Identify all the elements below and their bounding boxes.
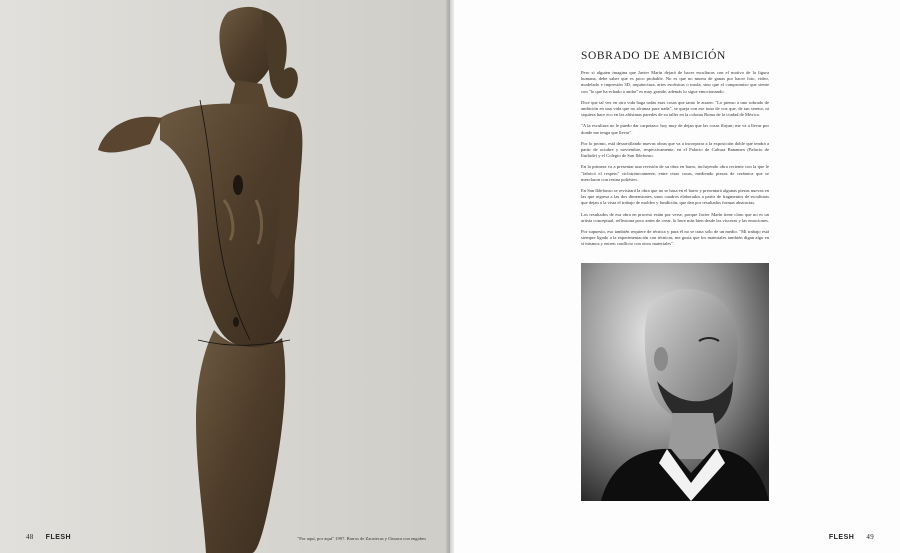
- right-folio: [829, 533, 874, 541]
- photo-caption: "Por aquí, por aquí" 1997. Barros de Zacatecas y Oaxaca con engobes: [297, 536, 426, 541]
- article-paragraph: En la primera va a presentar una revisión de su obra en barro, incluyendo obra reciente con la que le "fabricó el respeto" ciclotrónicamente, entre otras cosas, mediendo piezas de cerámica que se mezclaron con resina poliéster.: [581, 164, 769, 182]
- right-page: [450, 0, 900, 553]
- article-body: [581, 50, 769, 253]
- page-gutter: [446, 0, 454, 553]
- article-paragraph: Los resultados de esa obra en proceso están por verse, porque Javier Marín tiene claro que no es un artista conceptual, reflexiona poco antes de crear, lo hace más bien desde las vísceras y las emociones.: [581, 211, 769, 223]
- article-paragraph: En San Ildefonso se revisitará la obra que no se basa en el barro y presentará algunas piezas nuevas en las que regresa a las dos dimensiones, unos cuadros elaborados a partir de fragmentos de esculturas que dejan a la vista el trabajo de moldeo y fundición, que dan por resultados formas abstractas.: [581, 188, 769, 206]
- artist-portrait-photo: [581, 263, 769, 501]
- right-page-number: 49: [866, 533, 874, 541]
- article-headline: SOBRADO DE AMBICIÓN: [581, 50, 726, 62]
- left-page-number: 48: [26, 533, 34, 541]
- article-paragraph: Dice que tal vez en otra vida haga todas esas cosas que tanto le atraen: "Lo pienso a uno sobrado de ambición en una vida que no alcanza para nada", se queja con ese tono de voz que, de tan sereno, ni siquiera hace eco en las altísimas paredes de su taller en la colonia Roma de la ciudad de México.: [581, 99, 769, 118]
- left-folio: [26, 533, 71, 541]
- article-paragraph: Por lo pronto, está desarrollando nuevas obras que va a incorporar a la exposición doble que tendrá a partir de octubre y noviembre, respectivamente, en el Palacio de Cultura Banamex (Palacio de Iturbide) y el Colegio de San Ildefonso.: [581, 140, 769, 159]
- left-brand-name: FLESH: [45, 534, 72, 541]
- article-paragraph: "A la escultura no le puedo dar carpetazo: hoy muy de dejan que las cosas fluyan; me va a llevar por donde me tenga que llevar".: [581, 123, 769, 135]
- article-paragraph: Por supuesto, eso también requiere de técnica y para él no se trata sólo de un medio. "Mi trabajo está siempre ligado a la experimentación con técnicas, me gusta que los materiales también digan algo en sí mismos y entren conflicto con otros materiales".: [581, 229, 769, 247]
- article-paragraph: Pero si alguien imagina que Javier Marín dejará de hacer esculturas con el motivo de la figura humana, debe saber que es poco probable. No es que no muera de ganas por hacer foto, video, modelado e impresión 3D, arquitectura, artes escénicas o moda, sino que el compromiso que siente con "lo que ha echado a andar" es muy grande, además lo sigue emocionando.: [581, 70, 769, 94]
- right-brand-name: FLESH: [828, 534, 855, 541]
